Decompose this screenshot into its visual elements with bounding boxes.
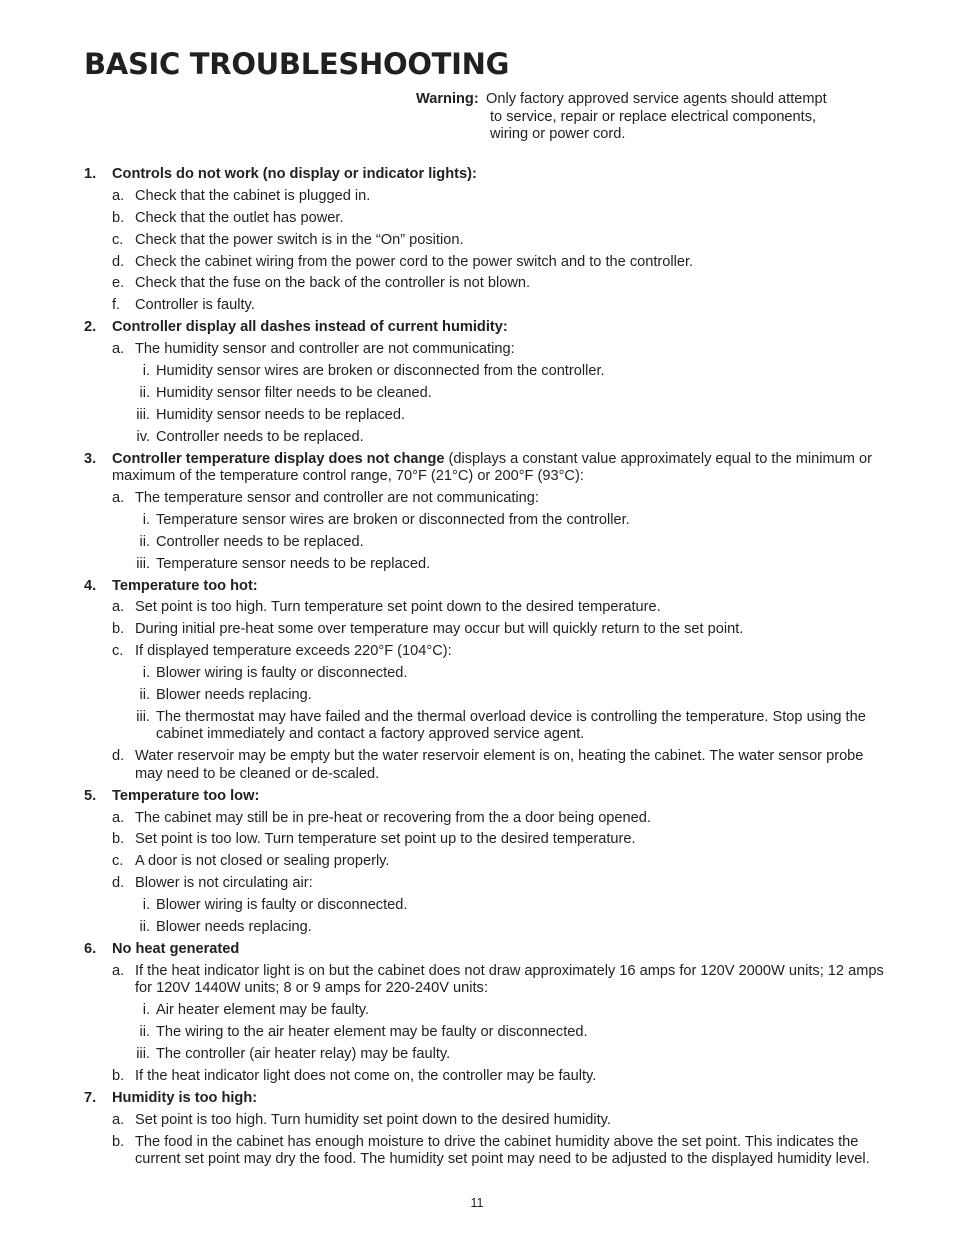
- item-letter: a.: [112, 962, 125, 979]
- sub-item-text: Air heater element may be faulty.: [156, 1002, 370, 1019]
- section-heading: [84, 319, 890, 337]
- list-item: [84, 853, 890, 871]
- sub-list-item: [84, 709, 890, 744]
- item-letter: a.: [112, 489, 125, 506]
- item-text: Check that the power switch is in the “On” position.: [135, 231, 464, 248]
- list-item: [84, 490, 890, 508]
- sub-list-item: [84, 919, 890, 937]
- sub-item-text: The wiring to the air heater element may be faulty or disconnected.: [156, 1024, 588, 1041]
- item-letter: c.: [112, 231, 124, 248]
- list-item: [84, 1068, 890, 1086]
- troubleshooting-list: [84, 166, 890, 1169]
- list-item: [84, 1112, 890, 1130]
- section-heading-text: [112, 578, 890, 596]
- item-letter: a.: [112, 341, 125, 358]
- sub-item-text: Blower needs replacing.: [156, 686, 312, 703]
- list-item: [84, 748, 890, 783]
- warning-text-line-1: Only factory approved service agents should attempt: [486, 91, 827, 107]
- section-number: 6.: [84, 940, 97, 957]
- sub-item-numeral: i.: [142, 897, 150, 914]
- sub-item-text: Blower needs replacing.: [156, 919, 312, 935]
- section-heading-bold: Controls do not work (no display or indicator lights):: [112, 166, 477, 182]
- section-number: 3.: [84, 450, 97, 467]
- item-letter: b.: [112, 621, 125, 638]
- sub-item-numeral: iii.: [136, 406, 150, 423]
- list-item: [84, 341, 890, 359]
- item-text: Set point is too low. Turn temperature set point up to the desired temperature.: [135, 831, 636, 848]
- section-heading-bold: Controller display all dashes instead of current humidity:: [112, 319, 508, 336]
- item-text: Check that the outlet has power.: [135, 209, 344, 226]
- sub-item-text: Humidity sensor wires are broken or disconnected from the controller.: [156, 363, 605, 380]
- section-heading-note: (displays a constant value approximately equal to the minimum or maximum of the temperature control range, 70°F (21°C) or 200°F (93°C):: [112, 450, 872, 485]
- section-heading-text: [112, 319, 890, 337]
- sub-item-numeral: iii.: [136, 708, 150, 725]
- section-heading: [84, 578, 890, 596]
- item-text: Check the cabinet wiring from the power cord to the power switch and to the controller.: [135, 253, 694, 270]
- list-item: [84, 210, 890, 228]
- sub-item-numeral: ii.: [139, 1024, 150, 1041]
- sub-item-numeral: i.: [142, 511, 150, 528]
- sub-list-item: [84, 512, 890, 530]
- sub-item-text: Controller needs to be replaced.: [156, 428, 364, 445]
- list-item: [84, 643, 890, 661]
- item-text: The temperature sensor and controller are not communicating:: [135, 489, 539, 506]
- section-heading: [84, 941, 890, 959]
- sub-list-item: [84, 1046, 890, 1064]
- sub-item-numeral: i.: [142, 1002, 150, 1019]
- list-item: [84, 254, 890, 272]
- item-letter: c.: [112, 643, 124, 660]
- item-text: The humidity sensor and controller are not communicating:: [135, 341, 515, 358]
- sub-list-item: [84, 363, 890, 381]
- list-item: [84, 232, 890, 250]
- sub-item-text: Blower wiring is faulty or disconnected.: [156, 897, 408, 914]
- page-title: BASIC TROUBLESHOOTING: [84, 47, 510, 81]
- sub-list-item: [84, 665, 890, 683]
- sub-item-text: Blower wiring is faulty or disconnected.: [156, 665, 408, 682]
- item-letter: a.: [112, 599, 125, 616]
- section-number: 5.: [84, 787, 97, 804]
- section-number: 7.: [84, 1089, 97, 1106]
- sub-list-item: [84, 556, 890, 574]
- item-text: The food in the cabinet has enough moisture to drive the cabinet humidity above the set point. This indicates the current set point may dry the food. The humidity set point may need to be adjusted to the displayed humidity level.: [135, 1133, 870, 1168]
- sub-list-item: [84, 407, 890, 425]
- sub-list-item: [84, 429, 890, 447]
- item-text: If the heat indicator light is on but the cabinet does not draw approximately 16 amps for 120V 2000W units; 12 amps for 120V 1440W units; 8 or 9 amps for 220-240V units:: [135, 962, 884, 997]
- item-letter: f.: [112, 297, 121, 314]
- item-text: If displayed temperature exceeds 220°F (104°C):: [135, 643, 452, 660]
- list-item: [84, 599, 890, 617]
- warning-text-line-2: to service, repair or replace electrical components,: [490, 108, 817, 125]
- sub-item-text: Temperature sensor wires are broken or disconnected from the controller.: [156, 511, 630, 528]
- list-item: [84, 275, 890, 293]
- section-heading-bold: Controller temperature display does not change: [112, 450, 445, 467]
- sub-item-text: The controller (air heater relay) may be faulty.: [156, 1045, 451, 1062]
- sub-item-text: Controller needs to be replaced.: [156, 533, 364, 550]
- section-heading: [84, 788, 890, 806]
- sub-item-numeral: iii.: [136, 555, 150, 572]
- item-letter: b.: [112, 1133, 125, 1150]
- section-heading-text: [112, 788, 890, 806]
- section-number: 4.: [84, 577, 97, 594]
- section-heading-bold: Temperature too hot:: [112, 577, 258, 594]
- section-number: 2.: [84, 319, 97, 336]
- item-text: Check that the fuse on the back of the controller is not blown.: [135, 275, 531, 292]
- item-text: Set point is too high. Turn humidity set point down to the desired humidity.: [135, 1111, 611, 1128]
- list-item: [84, 621, 890, 639]
- list-item: [84, 963, 890, 998]
- sub-list-item: [84, 534, 890, 552]
- sub-list-item: [84, 687, 890, 705]
- item-letter: d.: [112, 875, 125, 892]
- section-heading-text: [112, 166, 890, 184]
- item-text: Set point is too high. Turn temperature set point down to the desired temperature.: [135, 599, 661, 616]
- section-heading-bold: Humidity is too high:: [112, 1089, 258, 1106]
- list-item: [84, 831, 890, 849]
- sub-item-numeral: ii.: [139, 384, 150, 401]
- item-letter: a.: [112, 1111, 125, 1128]
- list-item: [84, 188, 890, 206]
- section-heading-text: [112, 1090, 890, 1108]
- sub-item-numeral: ii.: [139, 919, 150, 935]
- item-letter: b.: [112, 1067, 125, 1084]
- item-letter: b.: [112, 209, 125, 226]
- sub-item-numeral: i.: [142, 363, 150, 380]
- sub-item-numeral: ii.: [139, 686, 150, 703]
- item-text: If the heat indicator light does not come on, the controller may be faulty.: [135, 1067, 597, 1084]
- section-heading-text: [112, 941, 890, 959]
- sub-item-numeral: iv.: [136, 428, 150, 445]
- section-heading: [84, 1090, 890, 1108]
- item-text: During initial pre-heat some over temperature may occur but will quickly return to the set point.: [135, 621, 744, 638]
- sub-list-item: [84, 1002, 890, 1020]
- sub-item-text: Humidity sensor filter needs to be cleaned.: [156, 384, 432, 401]
- sub-item-numeral: iii.: [136, 1045, 150, 1062]
- item-text: Check that the cabinet is plugged in.: [135, 187, 371, 204]
- item-text: A door is not closed or sealing properly.: [135, 853, 390, 870]
- item-text: Controller is faulty.: [135, 297, 255, 314]
- item-text: Water reservoir may be empty but the water reservoir element is on, heating the cabinet. The water sensor probe may need to be cleaned or de-scaled.: [135, 748, 864, 782]
- list-item: [84, 1134, 890, 1169]
- section-number: 1.: [84, 166, 97, 182]
- sub-list-item: [84, 897, 890, 915]
- section-heading-bold: Temperature too low:: [112, 787, 260, 804]
- sub-item-text: Humidity sensor needs to be replaced.: [156, 406, 406, 423]
- item-letter: d.: [112, 253, 125, 270]
- item-letter: a.: [112, 809, 125, 826]
- sub-list-item: [84, 385, 890, 403]
- section-heading-text: [112, 451, 890, 486]
- item-text: Blower is not circulating air:: [135, 875, 313, 892]
- sub-item-numeral: ii.: [139, 533, 150, 550]
- sub-list-item: [84, 1024, 890, 1042]
- section-heading: [84, 451, 890, 486]
- page-number: 11: [470, 1196, 484, 1210]
- warning-label: Warning:: [416, 91, 479, 107]
- item-letter: e.: [112, 275, 125, 292]
- sub-item-numeral: i.: [142, 665, 150, 682]
- list-item: [84, 875, 890, 893]
- sub-item-text: Temperature sensor needs to be replaced.: [156, 555, 431, 572]
- list-item: [84, 810, 890, 828]
- item-text: The cabinet may still be in pre-heat or recovering from the a door being opened.: [135, 809, 651, 826]
- section-heading-bold: No heat generated: [112, 940, 240, 957]
- list-item: [84, 297, 890, 315]
- section-heading: [84, 166, 890, 184]
- item-letter: a.: [112, 187, 125, 204]
- warning-note: [416, 91, 886, 144]
- item-letter: b.: [112, 831, 125, 848]
- warning-text-line-3: wiring or power cord.: [490, 126, 626, 142]
- item-letter: d.: [112, 748, 125, 765]
- item-letter: c.: [112, 853, 124, 870]
- sub-item-text: The thermostat may have failed and the thermal overload device is controlling the temperature. Stop using the cabinet immediately and contact a factory approved service agent.: [156, 708, 866, 743]
